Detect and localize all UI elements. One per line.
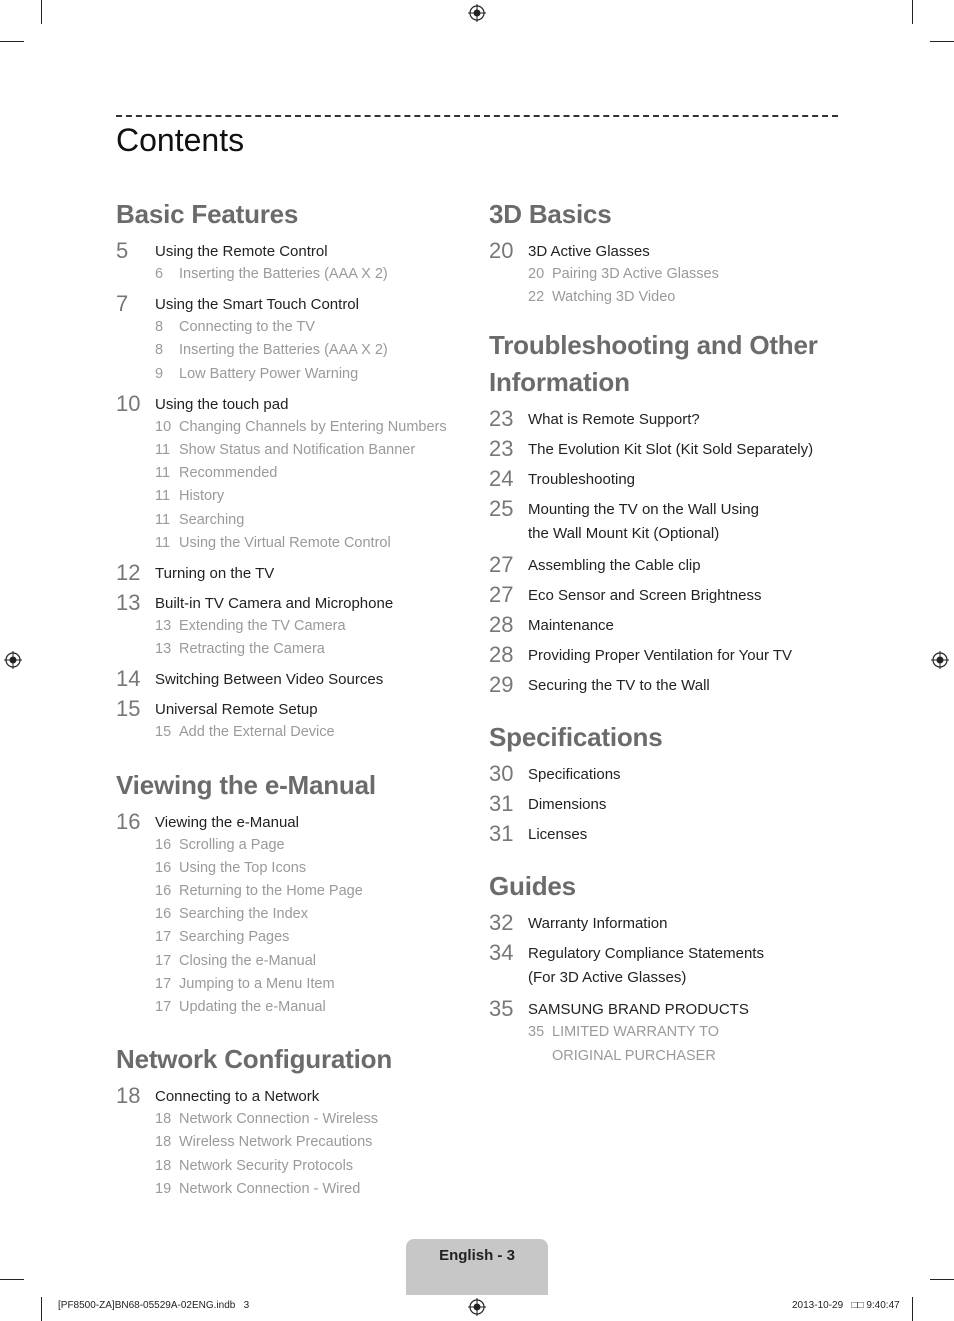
toc-section (489, 327, 839, 697)
sub-entry-text (179, 834, 285, 857)
toc-main-line (116, 286, 466, 316)
sub-entry-title-link[interactable]: Searching the Index (179, 906, 308, 923)
toc-entry[interactable] (116, 386, 466, 555)
sub-entry-title-link[interactable]: Add the External Device (179, 724, 335, 741)
sub-entry-text (179, 416, 447, 439)
registration-mark-icon (468, 1298, 486, 1316)
sub-entry-page-number: 22 (528, 289, 545, 306)
sub-entry-title-link[interactable]: Returning to the Home Page (179, 883, 363, 900)
toc-entry[interactable] (489, 667, 839, 697)
entry-page-number: 34 (489, 940, 514, 966)
entry-title-link[interactable]: Built-in TV Camera and Microphone (155, 595, 394, 613)
entry-title-link[interactable]: Maintenance (528, 617, 614, 635)
crop-mark (930, 41, 954, 42)
toc-entry[interactable] (116, 691, 466, 744)
toc-entry[interactable] (489, 786, 839, 816)
sub-entry-page-number: 11 (155, 442, 171, 459)
toc-main-line (489, 491, 839, 521)
sub-entry-page-number: 16 (155, 859, 172, 876)
crop-mark (41, 1297, 42, 1321)
crop-mark (0, 41, 24, 42)
sub-entry-page-number: 19 (155, 1180, 172, 1197)
toc-sub-entry[interactable] (155, 1178, 466, 1201)
toc-section (489, 868, 839, 1067)
sub-entry-text (179, 532, 391, 555)
entry-page-number: 31 (489, 791, 514, 817)
toc-sub-entry[interactable] (155, 339, 466, 362)
toc-sub-entry[interactable] (155, 903, 466, 926)
sub-entry-title-link[interactable]: Network Security Protocols (179, 1157, 354, 1174)
sub-entry-page-number: 17 (155, 952, 172, 969)
entry-page-number: 28 (489, 642, 514, 668)
toc-entry[interactable] (489, 461, 839, 491)
sub-entry-text (179, 509, 244, 532)
entry-page-number: 27 (489, 552, 514, 578)
section-heading: Viewing the e-Manual (116, 769, 376, 800)
sub-entry-page-number: 11 (155, 511, 171, 528)
toc-main-line (489, 905, 839, 935)
entry-title-link[interactable]: Warranty Information (528, 915, 668, 933)
toc-entry[interactable] (116, 233, 466, 286)
sub-entry-title-continued: ORIGINAL PURCHASER (552, 1047, 716, 1064)
toc-entry[interactable] (116, 1078, 466, 1201)
entry-title-link[interactable]: Viewing the e-Manual (155, 813, 299, 831)
sub-entry-page-number: 15 (155, 724, 172, 741)
sub-entry-text (179, 339, 388, 362)
entry-title-link[interactable]: Providing Proper Ventilation for Your TV (528, 647, 793, 665)
sub-entry-page-number: 11 (155, 488, 171, 505)
entry-title-link[interactable]: Using the Remote Control (155, 243, 328, 260)
toc-main-line (489, 577, 839, 607)
toc-sub-entry[interactable] (155, 973, 466, 996)
sub-entry-title-link[interactable]: Scrolling a Page (179, 836, 285, 853)
entry-page-number: 15 (116, 696, 141, 722)
toc-main-line (489, 637, 839, 667)
sub-entry-text (179, 462, 277, 485)
toc-main-line (116, 585, 466, 615)
sub-entry-page-number: 9 (155, 365, 164, 382)
entry-page-number: 12 (116, 560, 141, 586)
sub-entry-text (179, 1131, 372, 1154)
toc-main-line (116, 386, 466, 416)
page-number-label: English - 3 (439, 1247, 515, 1264)
sub-entry-text (179, 439, 415, 462)
toc-section (116, 196, 466, 745)
toc-sub-entry[interactable] (155, 316, 466, 339)
sub-entry-page-number: 6 (155, 266, 164, 282)
section-heading: Specifications (489, 722, 663, 753)
sub-entry-title-link[interactable]: Low Battery Power Warning (179, 365, 359, 382)
toc-entry[interactable] (489, 756, 839, 786)
entry-title-link[interactable]: What is Remote Support? (528, 411, 700, 429)
entry-page-number: 25 (489, 496, 514, 522)
sub-entry-text (179, 485, 224, 508)
sub-entry-title-link[interactable]: Using the Virtual Remote Control (179, 534, 391, 551)
toc-main-line (489, 756, 839, 786)
entry-title-link[interactable]: Regulatory Compliance Statements (528, 945, 764, 963)
toc-entry[interactable] (489, 547, 839, 577)
toc-main-line (489, 816, 839, 846)
section-gap (116, 1019, 466, 1041)
sub-entry-title-link[interactable]: Changing Channels by Entering Numbers (179, 418, 447, 435)
registration-mark-icon (931, 651, 949, 669)
sub-entry-title-link[interactable]: LIMITED WARRANTY TO (552, 1024, 720, 1041)
toc-sub-entry[interactable] (155, 638, 466, 661)
toc-entry[interactable] (116, 286, 466, 386)
toc-main-line (116, 804, 466, 834)
sub-entry-text (179, 363, 358, 386)
entry-title-link[interactable]: The Evolution Kit Slot (Kit Sold Separately) (528, 441, 814, 459)
sub-entry-page-number: 17 (155, 999, 172, 1016)
toc-section (489, 196, 839, 309)
sub-entry-page-number: 16 (155, 836, 172, 853)
entry-title-link[interactable]: Universal Remote Setup (155, 701, 318, 719)
toc-section (116, 1041, 466, 1201)
toc-main-line (489, 935, 839, 965)
sub-entry-text (179, 950, 316, 973)
print-slug-left: [PF8500-ZA]BN68-05529A-02ENG.indb 3 (58, 1300, 250, 1311)
sub-entry-title-link[interactable]: Jumping to a Menu Item (179, 975, 335, 992)
entry-page-number: 14 (116, 666, 141, 692)
toc-entry[interactable] (489, 905, 839, 935)
sub-entry-title-link[interactable]: Network Connection - Wired (179, 1180, 361, 1197)
crop-mark (930, 1279, 954, 1280)
sub-entry-page-number: 18 (155, 1111, 172, 1128)
toc-entry[interactable] (489, 607, 839, 637)
section-heading: 3D Basics (489, 199, 612, 229)
sub-entry-page-number: 17 (155, 975, 172, 992)
sub-entry-title-link[interactable]: Updating the e-Manual (179, 999, 326, 1016)
toc-entry[interactable] (116, 804, 466, 1020)
sub-entry-text (179, 615, 346, 638)
toc-sub-entry[interactable] (155, 880, 466, 903)
entry-title-link[interactable]: SAMSUNG BRAND PRODUCTS (528, 1001, 749, 1019)
toc-left-column (116, 196, 466, 1201)
toc-sub-entry[interactable] (155, 532, 466, 555)
toc-main-line (489, 607, 839, 637)
section-gap (489, 846, 839, 868)
toc-entry[interactable] (489, 816, 839, 846)
toc-main-line (489, 786, 839, 816)
sub-entry-page-number: 13 (155, 641, 172, 658)
toc-right-column (489, 196, 839, 1068)
toc-section (116, 767, 466, 1020)
sub-entry-title-link[interactable]: Pairing 3D Active Glasses (552, 266, 719, 282)
toc-entry[interactable] (489, 637, 839, 667)
toc-sub-entry[interactable] (155, 996, 466, 1019)
sub-entry-text (179, 1155, 353, 1178)
entry-title-link[interactable]: Mounting the TV on the Wall Using (528, 501, 759, 519)
crop-mark (912, 0, 913, 24)
sub-entry-page-number: 18 (155, 1157, 172, 1174)
sub-entry-page-number: 11 (155, 534, 171, 551)
entry-title-link[interactable]: Dimensions (528, 796, 607, 814)
entry-page-number: 24 (489, 466, 514, 492)
sub-entry-title-link[interactable]: Closing the e-Manual (179, 952, 317, 969)
entry-title-link[interactable]: Using the Smart Touch Control (155, 296, 359, 314)
toc-section (489, 719, 839, 846)
sub-entry-page-number: 35 (528, 1024, 545, 1041)
sub-entry-title-link[interactable]: Inserting the Batteries (AAA X 2) (179, 266, 388, 282)
crop-mark (912, 1297, 913, 1321)
entry-page-number: 23 (489, 436, 514, 462)
toc-entry[interactable] (489, 935, 839, 991)
crop-mark (41, 0, 42, 24)
entry-title-link[interactable]: 3D Active Glasses (528, 243, 650, 260)
toc-main-line (116, 555, 466, 585)
print-slug-right: 2013-10-29 □□ 9:40:47 (792, 1300, 900, 1311)
toc-entry[interactable] (489, 991, 839, 1067)
entry-page-number: 30 (489, 761, 514, 787)
section-gap (489, 309, 839, 327)
toc-sub-entry[interactable] (155, 439, 466, 462)
entry-page-number: 23 (489, 406, 514, 432)
toc-sub-entry[interactable] (528, 1021, 839, 1067)
sub-entry-text (552, 286, 675, 309)
sub-entry-title-link[interactable]: Connecting to the TV (179, 319, 315, 336)
sub-entry-page-number: 18 (155, 1134, 172, 1151)
sub-entry-title-link[interactable]: Searching Pages (179, 929, 290, 946)
entry-page-number: 32 (489, 910, 514, 936)
sub-entry-title-link[interactable]: Retracting the Camera (179, 641, 325, 658)
toc-main-line (116, 691, 466, 721)
toc-sub-entry[interactable] (528, 263, 839, 286)
toc-entry[interactable] (116, 555, 466, 585)
toc-sub-entry[interactable] (155, 1108, 466, 1131)
sub-entry-text (552, 1021, 719, 1067)
sub-entry-title-link[interactable]: Inserting the Batteries (AAA X 2) (179, 342, 388, 359)
toc-sub-entry[interactable] (155, 485, 466, 508)
entry-page-number: 13 (116, 590, 141, 616)
sub-entry-page-number: 16 (155, 906, 172, 923)
sub-entry-title-link[interactable]: Extending the TV Camera (179, 618, 346, 635)
toc-sub-entry[interactable] (155, 363, 466, 386)
title-rule (116, 115, 838, 117)
entry-title-link[interactable]: Securing the TV to the Wall (528, 677, 710, 695)
entry-title-link[interactable]: Turning on the TV (155, 565, 275, 583)
entry-page-number: 29 (489, 672, 514, 698)
sub-entry-text (179, 857, 306, 880)
sub-entry-text (552, 263, 719, 286)
toc-entry[interactable] (489, 491, 839, 547)
entry-title-link[interactable]: Eco Sensor and Screen Brightness (528, 587, 762, 605)
page-title: Contents (116, 122, 245, 158)
sub-entry-page-number: 13 (155, 618, 172, 635)
toc-entry[interactable] (489, 233, 839, 309)
entry-page-number: 28 (489, 612, 514, 638)
entry-title-link[interactable]: Switching Between Video Sources (155, 671, 384, 689)
entry-title-link[interactable]: Specifications (528, 766, 621, 784)
sub-entry-text (179, 638, 325, 661)
section-heading: Basic Features (116, 199, 299, 229)
sub-entry-text (179, 1178, 360, 1201)
entry-title-link[interactable]: Connecting to a Network (155, 1088, 320, 1106)
sub-entry-text (179, 996, 326, 1019)
toc-entry[interactable] (489, 401, 839, 431)
toc-entry[interactable] (116, 585, 466, 661)
entry-title-continued: the Wall Mount Kit (Optional) (528, 525, 720, 543)
sub-entry-text (179, 926, 289, 949)
toc-sub-entry[interactable] (155, 926, 466, 949)
toc-sub-entry[interactable] (155, 721, 466, 744)
section-heading: Troubleshooting and Other Information (489, 330, 818, 398)
toc-sub-entry[interactable] (155, 462, 466, 485)
sub-entry-text (179, 263, 388, 286)
sub-entry-title-link[interactable]: Watching 3D Video (552, 289, 676, 306)
sub-entry-title-link[interactable]: Network Connection - Wireless (179, 1111, 379, 1128)
sub-entry-title-link[interactable]: Wireless Network Precautions (179, 1134, 373, 1151)
toc-sub-entry[interactable] (155, 1131, 466, 1154)
toc-sub-entry[interactable] (155, 950, 466, 973)
toc-sub-entry[interactable] (155, 834, 466, 857)
sub-entry-text (179, 903, 308, 926)
sub-entry-page-number: 16 (155, 883, 172, 900)
entry-page-number: 5 (116, 238, 129, 263)
sub-entry-title-link[interactable]: Searching (179, 511, 245, 528)
toc-sub-entry[interactable] (155, 263, 466, 286)
sub-entry-text (179, 880, 363, 903)
toc-entry[interactable] (116, 661, 466, 691)
sub-entry-title-link[interactable]: History (179, 488, 225, 505)
section-heading: Guides (489, 871, 576, 902)
sub-entry-text (179, 1108, 378, 1131)
entry-page-number: 31 (489, 821, 514, 847)
sub-entry-page-number: 8 (155, 319, 164, 336)
entry-title-link[interactable]: Licenses (528, 826, 588, 844)
sub-entry-title-link[interactable]: Using the Top Icons (179, 859, 307, 876)
toc-main-line (116, 1078, 466, 1108)
toc-main-line (489, 431, 839, 461)
entry-title-link[interactable]: Assembling the Cable clip (528, 557, 701, 575)
sub-entry-title-link[interactable]: Show Status and Notification Banner (179, 442, 416, 459)
sub-entry-text (179, 973, 335, 996)
entry-page-number: 20 (489, 238, 514, 263)
entry-title-continued: (For 3D Active Glasses) (528, 969, 687, 987)
entry-page-number: 7 (116, 291, 129, 317)
entry-title-link[interactable]: Troubleshooting (528, 471, 636, 489)
section-heading: Network Configuration (116, 1044, 393, 1075)
sub-entry-page-number: 17 (155, 929, 172, 946)
toc-main-line (489, 667, 839, 697)
entry-page-number: 27 (489, 582, 514, 608)
toc-sub-entry[interactable] (155, 857, 466, 880)
toc-main-line (489, 461, 839, 491)
section-gap (116, 745, 466, 767)
toc-main-line (116, 661, 466, 691)
toc-sub-entry[interactable] (155, 509, 466, 532)
sub-entry-text (179, 721, 335, 744)
toc-main-line (116, 233, 466, 263)
toc-main-line (489, 233, 839, 263)
sub-entry-page-number: 10 (155, 418, 172, 435)
toc-main-line (489, 547, 839, 577)
toc-sub-entry[interactable] (155, 416, 466, 439)
crop-mark (0, 1279, 24, 1280)
sub-entry-page-number: 20 (528, 266, 545, 282)
sub-entry-text (179, 316, 315, 339)
sub-entry-page-number: 8 (155, 342, 164, 359)
toc-sub-entry[interactable] (528, 286, 839, 309)
toc-main-line (489, 401, 839, 431)
toc-main-line (489, 991, 839, 1021)
toc-sub-entry[interactable] (155, 1155, 466, 1178)
toc-entry[interactable] (489, 577, 839, 607)
entry-title-link[interactable]: Using the touch pad (155, 395, 289, 413)
entry-page-number: 10 (116, 390, 141, 416)
sub-entry-page-number: 11 (155, 465, 171, 482)
section-gap (489, 697, 839, 719)
entry-page-number: 16 (116, 808, 141, 834)
toc-sub-entry[interactable] (155, 615, 466, 638)
sub-entry-title-link[interactable]: Recommended (179, 465, 278, 482)
registration-mark-icon (468, 4, 486, 22)
registration-mark-icon (4, 651, 22, 669)
entry-page-number: 18 (116, 1083, 141, 1109)
entry-page-number: 35 (489, 996, 514, 1022)
toc-entry[interactable] (489, 431, 839, 461)
